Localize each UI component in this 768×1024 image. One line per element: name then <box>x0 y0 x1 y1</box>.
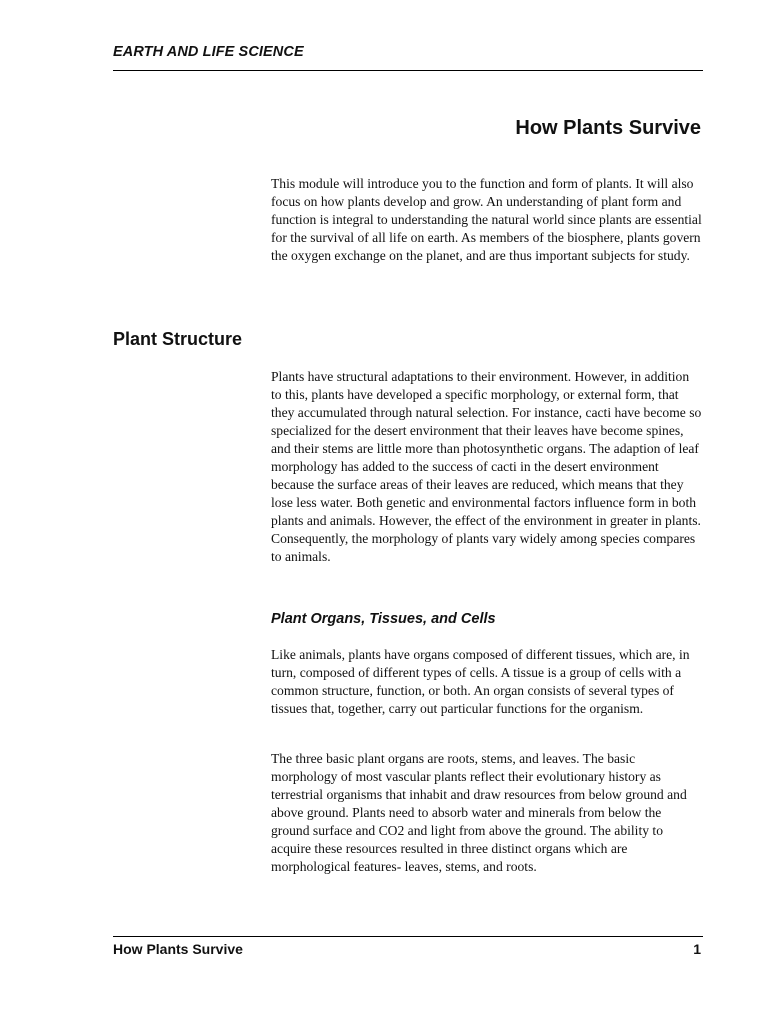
page-number: 1 <box>693 941 701 957</box>
plant-structure-paragraph: Plants have structural adaptations to their environment. However, in addition to this, plants have developed a specific morphology, or external form, that they accumulated through natural selection. For instance, cacti have become so specialized for the desert environment that their leaves have become spines, and their stems are little more than photosynthetic organs. The adaption of leaf morphology has added to the success of cacti in the desert environment because the surface areas of their leaves are reduced, which means that they lose less water. Both genetic and environmental factors influence form in both plants and animals. However, the effect of the environment in greater in plants. Consequently, the morphology of plants vary widely among species compares to animals. <box>271 369 702 564</box>
footer-title: How Plants Survive <box>113 941 243 957</box>
organs-paragraph-2: The three basic plant organs are roots, stems, and leaves. The basic morphology of most vascular plants reflect their evolutionary history as terrestrial organisms that inhabit and draw resources from below ground and above ground. Plants need to absorb water and minerals from below the ground surface and CO2 and light from above the ground. The ability to acquire these resources resulted in three distinct organs which are morphological features- leaves, stems, and roots. <box>271 751 687 874</box>
running-header: EARTH AND LIFE SCIENCE <box>113 44 304 60</box>
section-heading-plant-structure: Plant Structure <box>113 329 243 349</box>
subsection-heading-organs: Plant Organs, Tissues, and Cells <box>271 611 496 627</box>
intro-paragraph: This module will introduce you to the function and form of plants. It will also focus on how plants develop and grow. An understanding of plant form and function is integral to understanding the natural world since plants are essential for the survival of all life on earth. As members of the biosphere, plants govern the oxygen exchange on the planet, and are thus important subjects for study. <box>271 176 702 263</box>
organs-paragraph-1: Like animals, plants have organs composed of different tissues, which are, in turn, composed of different types of cells. A tissue is a group of cells with a common structure, function, or both. An organ consists of several types of tissues that, together, carry out particular functions for the organism. <box>271 647 690 716</box>
page-title: How Plants Survive <box>515 117 701 139</box>
footer-divider <box>113 936 703 937</box>
header-divider <box>113 70 703 71</box>
